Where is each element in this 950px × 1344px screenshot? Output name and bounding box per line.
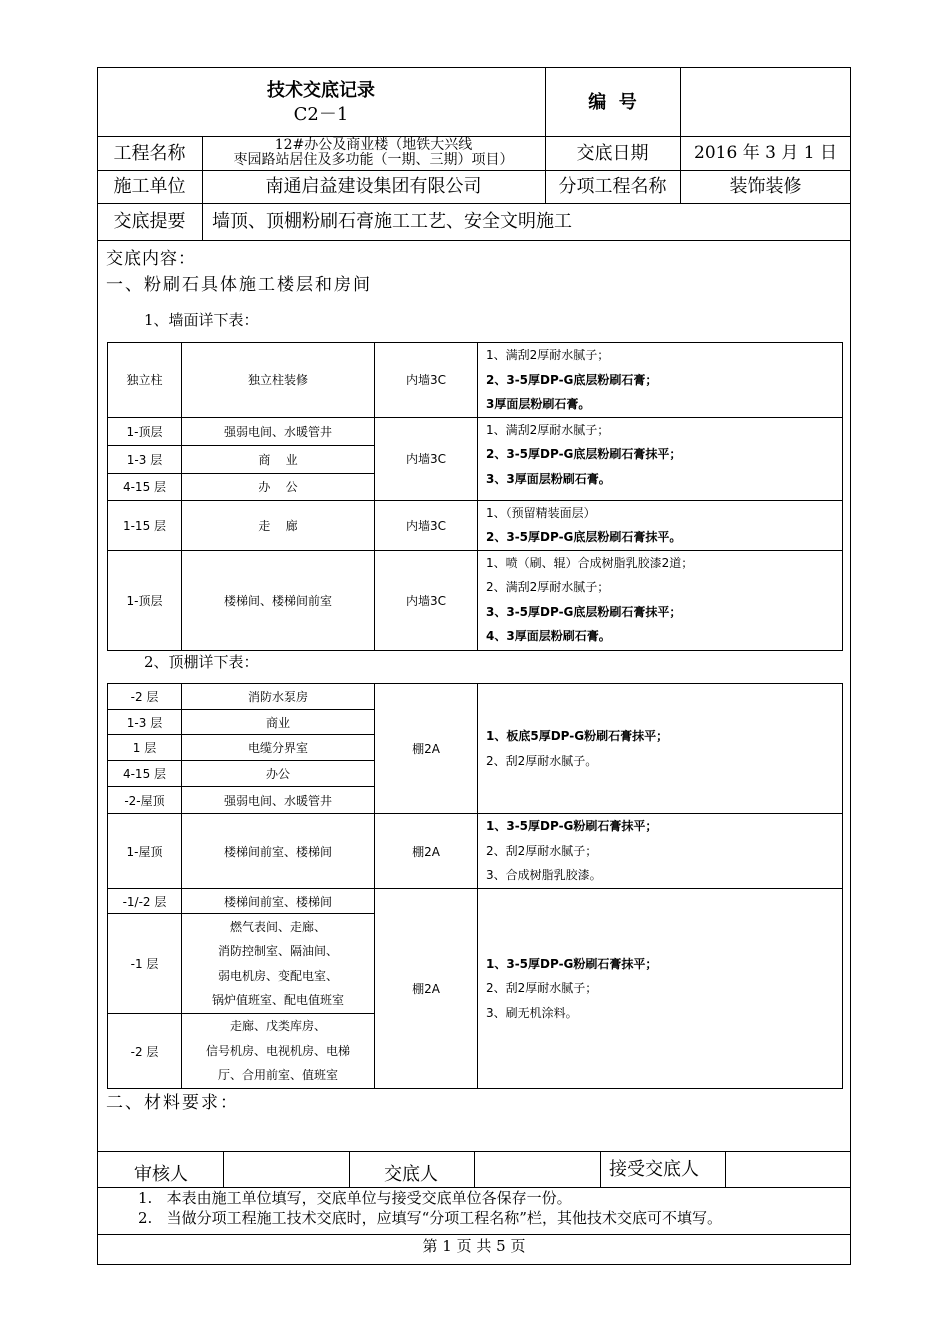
spec-cell: 棚2A: [375, 889, 478, 1089]
document-title: 技术交底记录: [267, 80, 375, 101]
table-row: [108, 550, 843, 650]
date-label: 交底日期: [576, 143, 649, 164]
room-cell: 商 业: [182, 445, 375, 473]
number-label: 编 号: [588, 92, 637, 113]
discloser-label: 交底人: [384, 1164, 438, 1185]
method-line: 1、满刮2厚耐水腻子；: [486, 422, 610, 437]
form-code: C2－1: [293, 104, 349, 125]
room-line: 厅、合用前室、值班室: [217, 1068, 338, 1083]
note-2: 2. 当做分项工程施工技术交底时，应填写“分项工程名称”栏，其他技术交底可不填写。: [138, 1209, 722, 1227]
row-divider: [97, 203, 851, 204]
method-cell: [478, 417, 843, 500]
floor-cell: -2 层: [108, 1014, 182, 1089]
room-cell: 电缆分界室: [182, 735, 375, 761]
floor-cell: 1-15 层: [108, 500, 182, 550]
method-cell: [478, 684, 843, 814]
room-line: 消防控制室、隔油间、: [217, 944, 338, 958]
table-row: [108, 343, 843, 418]
room-cell: 办公: [182, 761, 375, 787]
col-divider: [349, 1151, 350, 1187]
spec-cell: 内墙3C: [375, 417, 478, 500]
spec-cell: 棚2A: [375, 814, 478, 889]
project-name-line2: 枣园路站居住及多功能（一期、三期）项目）: [233, 152, 514, 168]
floor-cell: 1-顶层: [108, 417, 182, 445]
room-line: 燃气表间、走廊、: [229, 919, 326, 934]
ceiling-table: [107, 683, 843, 1089]
floor-cell: 4-15 层: [108, 473, 182, 500]
method-line: 1、喷（刷、辊）合成树脂乳胶漆2道；: [486, 555, 694, 570]
method-cell: [478, 889, 843, 1089]
spec-cell: 棚2A: [375, 684, 478, 814]
row-divider: [97, 1187, 851, 1188]
section-1-heading: 一、粉刷石具体施工楼层和房间: [106, 275, 372, 295]
col-divider: [600, 1151, 601, 1187]
note-1: 1. 本表由施工单位填写，交底单位与接受交底单位各保存一份。: [138, 1189, 572, 1207]
room-line: 弱电机房、变配电室、: [217, 968, 338, 983]
room-cell: 独立柱装修: [182, 343, 375, 418]
room-cell: 楼梯间、楼梯间前室: [182, 550, 375, 650]
unit-value: 南通启益建设集团有限公司: [265, 176, 482, 197]
table-row: [108, 417, 843, 445]
method-line: 2、刮2厚耐水腻子；: [486, 981, 598, 996]
method-cell: [478, 343, 843, 418]
floor-cell: 1-屋顶: [108, 814, 182, 889]
method-cell: [478, 814, 843, 889]
wall-table: [107, 342, 843, 651]
method-line: 3、合成树脂乳胶漆。: [486, 868, 602, 883]
date-value: 2016 年 3 月 1 日: [694, 143, 837, 163]
content-heading: 交底内容：: [106, 249, 196, 269]
method-line: 1、3-5厚DP-G粉刷石膏抹平；: [486, 956, 658, 971]
ceiling-table-caption: 2、顶棚详下表：: [144, 653, 259, 671]
method-line: 3厚面层粉刷石膏。: [486, 397, 591, 411]
floor-cell: 1-3 层: [108, 445, 182, 473]
method-line: 3、3-5厚DP-G底层粉刷石膏抹平；: [486, 604, 682, 619]
room-cell: 办 公: [182, 473, 375, 500]
room-line: 信号机房、电视机房、电梯: [205, 1043, 350, 1058]
floor-cell: 1 层: [108, 735, 182, 761]
method-line: 2、3-5厚DP-G底层粉刷石膏抹平。: [486, 530, 682, 544]
floor-cell: 1-3 层: [108, 710, 182, 735]
room-cell: 商业: [182, 710, 375, 735]
room-cell: [182, 1014, 375, 1089]
table-row: [108, 500, 843, 550]
floor-cell: 独立柱: [108, 343, 182, 418]
row-divider: [97, 170, 851, 171]
floor-cell: -2 层: [108, 684, 182, 710]
page-number: 第 1 页 共 5 页: [422, 1237, 526, 1255]
floor-cell: 4-15 层: [108, 761, 182, 787]
method-line: 2、满刮2厚耐水腻子；: [486, 580, 610, 594]
reviewer-label: 审核人: [134, 1164, 188, 1185]
method-line: 4、3厚面层粉刷石膏。: [486, 629, 611, 643]
floor-cell: -2-屋顶: [108, 787, 182, 814]
footer-divider: [97, 1234, 851, 1235]
floor-cell: -1 层: [108, 914, 182, 1014]
spec-cell: 内墙3C: [375, 343, 478, 418]
wall-table-caption: 1、墙面详下表：: [144, 311, 259, 329]
method-line: 1、满刮2厚耐水腻子；: [486, 348, 610, 362]
room-line: 锅炉值班室、配电值班室: [211, 993, 344, 1007]
method-line: 1、板底5厚DP-G粉刷石膏抹平；: [486, 729, 669, 743]
summary-label: 交底提要: [113, 211, 186, 232]
table-row: [108, 684, 843, 710]
floor-cell: -1/-2 层: [108, 889, 182, 914]
col-divider: [474, 1151, 475, 1187]
summary-value: 墙顶、顶棚粉刷石膏施工工艺、安全文明施工: [212, 211, 572, 232]
method-cell: [478, 500, 843, 550]
method-line: 2、刮2厚耐水腻子。: [486, 753, 598, 768]
room-cell: 楼梯间前室、楼梯间: [182, 814, 375, 889]
spec-cell: 内墙3C: [375, 550, 478, 650]
room-cell: 强弱电间、水暖管井: [182, 417, 375, 445]
table-row: [108, 889, 843, 914]
method-line: 3、刷无机涂料。: [486, 1005, 578, 1020]
room-cell: 消防水泵房: [182, 684, 375, 710]
receiver-label: 接受交底人: [609, 1159, 699, 1180]
subproject-label: 分项工程名称: [558, 176, 667, 197]
room-cell: 强弱电间、水暖管井: [182, 787, 375, 814]
subproject-value: 装饰装修: [729, 176, 802, 197]
project-name-line1: 12#办公及商业楼（地铁大兴线: [274, 137, 473, 153]
floor-cell: 1-顶层: [108, 550, 182, 650]
method-line: 2、3-5厚DP-G底层粉刷石膏；: [486, 372, 658, 387]
col-divider: [223, 1151, 224, 1187]
method-cell: [478, 550, 843, 650]
project-label: 工程名称: [113, 143, 186, 164]
table-row: [108, 814, 843, 889]
room-cell: 楼梯间前室、楼梯间: [182, 889, 375, 914]
unit-label: 施工单位: [113, 176, 186, 197]
method-line: 1、（预留精装面层）: [486, 505, 596, 520]
room-cell: [182, 914, 375, 1014]
spec-cell: 内墙3C: [375, 500, 478, 550]
section-2-heading: 二、材料要求：: [106, 1093, 239, 1113]
method-line: 2、刮2厚耐水腻子；: [486, 843, 598, 858]
row-divider: [97, 240, 851, 241]
room-line: 走廊、戊类库房、: [229, 1019, 326, 1034]
method-line: 2、3-5厚DP-G底层粉刷石膏抹平；: [486, 447, 682, 461]
method-line: 3、3厚面层粉刷石膏。: [486, 471, 611, 486]
method-line: 1、3-5厚DP-G粉刷石膏抹平；: [486, 819, 658, 834]
row-divider: [97, 136, 851, 137]
col-divider: [725, 1151, 726, 1187]
room-cell: 走 廊: [182, 500, 375, 550]
